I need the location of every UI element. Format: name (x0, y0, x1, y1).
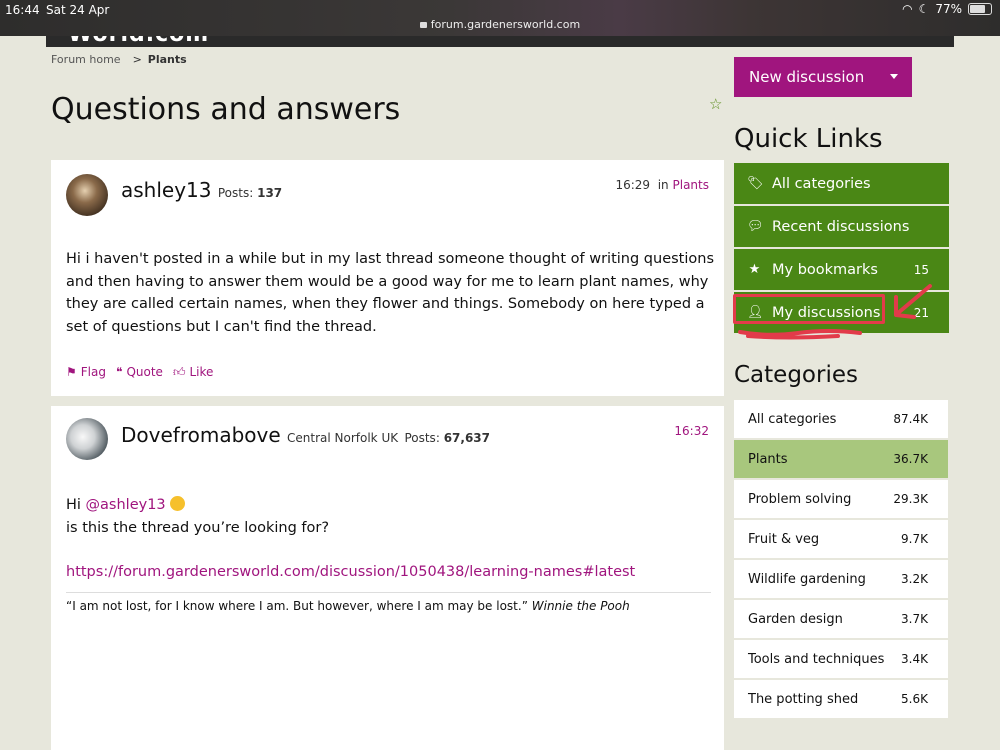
avatar[interactable] (66, 174, 108, 216)
new-discussion-button[interactable]: New discussion (734, 57, 912, 97)
signature: “I am not lost, for I know where I am. But however, where I am may be lost.” Winnie the Pooh (66, 592, 711, 613)
bookmark-star-icon[interactable]: ☆ (709, 95, 723, 113)
breadcrumb-separator: > (132, 53, 142, 66)
category-garden-design[interactable]: Garden design 3.7K (734, 600, 948, 638)
category-the-potting-shed[interactable]: The potting shed 5.6K (734, 680, 948, 718)
status-time: 16:44 (5, 3, 40, 17)
status-date: Sat 24 Apr (46, 3, 110, 17)
quote-icon: ❝ (115, 365, 123, 379)
like-button[interactable]: 👍︎ Like (172, 365, 214, 379)
star-icon: ★ (748, 262, 761, 277)
address-url: forum.gardenersworld.com (430, 18, 581, 31)
tags-icon: 🏷︎ (747, 176, 764, 191)
thumbs-up-icon: 👍︎ (172, 365, 186, 379)
quick-link-recent-discussions[interactable]: 💬︎ Recent discussions (734, 206, 949, 247)
quote-button[interactable]: ❝ Quote (115, 365, 163, 379)
author-posts: Posts: 67,637 (404, 431, 490, 445)
post-time[interactable]: 16:32 (674, 424, 709, 438)
thread-link[interactable]: https://forum.gardenersworld.com/discussion/1050438/learning-names#latest (66, 564, 636, 580)
annotation-arrow-icon (890, 283, 934, 327)
quick-link-all-categories[interactable]: 🏷︎ All categories (734, 163, 949, 204)
flag-button[interactable]: ⚑ Flag (66, 365, 106, 379)
battery-icon (968, 3, 992, 15)
page-title: Questions and answers (51, 92, 401, 127)
flag-icon: ⚑ (66, 365, 77, 379)
author-posts: Posts: 137 (217, 186, 283, 200)
chevron-down-icon[interactable] (890, 74, 898, 79)
bookmarks-count: 15 (913, 262, 929, 277)
quick-link-my-bookmarks[interactable]: ★ My bookmarks 15 (734, 249, 949, 290)
post-author (121, 423, 490, 447)
lock-icon (420, 22, 427, 28)
category-tools-and-techniques[interactable]: Tools and techniques 3.4K (734, 640, 948, 678)
author-name[interactable]: Dovefromabove (121, 423, 281, 447)
post-author (121, 178, 282, 202)
categories-title: Categories (734, 362, 858, 388)
post-body: Hi @ashley13 is this the thread you’re looking for? https://forum.gardenersworld.com/discussion/1050438/learning-names#latest (66, 494, 711, 584)
quick-link-my-discussions[interactable]: 👤︎ My discussions 21 (734, 292, 949, 333)
status-right (902, 2, 992, 16)
moon-icon: ☾ (918, 2, 930, 16)
breadcrumb-current[interactable]: Plants (147, 53, 187, 66)
category-fruit-veg[interactable]: Fruit & veg 9.7K (734, 520, 948, 558)
comments-icon: 💬︎ (747, 219, 764, 234)
breadcrumb (51, 53, 187, 66)
post-actions (66, 365, 213, 380)
category-all-categories[interactable]: All categories 87.4K (734, 400, 948, 438)
address-bar[interactable] (0, 18, 1000, 31)
battery-percent: 77% (935, 2, 962, 16)
user-icon: 👤︎ (747, 305, 764, 320)
category-problem-solving[interactable]: Problem solving 29.3K (734, 480, 948, 518)
category-plants[interactable]: Plants 36.7K (734, 440, 948, 478)
annotation-scribble (738, 328, 862, 340)
author-location: Central Norfolk UK (287, 431, 399, 445)
categories-list (734, 400, 948, 720)
quick-links-title: Quick Links (734, 124, 883, 154)
site-header (46, 36, 954, 47)
mention-link[interactable]: @ashley13 (85, 497, 166, 513)
annotation-highlight-box (733, 294, 885, 324)
status-bar (0, 0, 1000, 36)
post-category-link[interactable]: Plants (672, 178, 709, 192)
avatar[interactable] (66, 418, 108, 460)
wifi-icon: ◠ (902, 2, 913, 16)
post-time: 16:29 in Plants (615, 178, 709, 192)
smile-emoji-icon (170, 496, 185, 511)
breadcrumb-home[interactable]: Forum home (51, 53, 121, 66)
category-wildlife-gardening[interactable]: Wildlife gardening 3.2K (734, 560, 948, 598)
post-ashley13 (51, 160, 724, 396)
post-dovefromabove (51, 406, 724, 750)
post-body: Hi i haven't posted in a while but in my last thread someone thought of writing questions and then having to answer them would be a good way for me to learn plant names, why they are called certain names, when they flower and things. Somebody on here typed a set of questions but I can't find the thread. (66, 251, 715, 335)
author-name[interactable]: ashley13 (121, 178, 212, 202)
discussions-count: 21 (913, 305, 929, 320)
